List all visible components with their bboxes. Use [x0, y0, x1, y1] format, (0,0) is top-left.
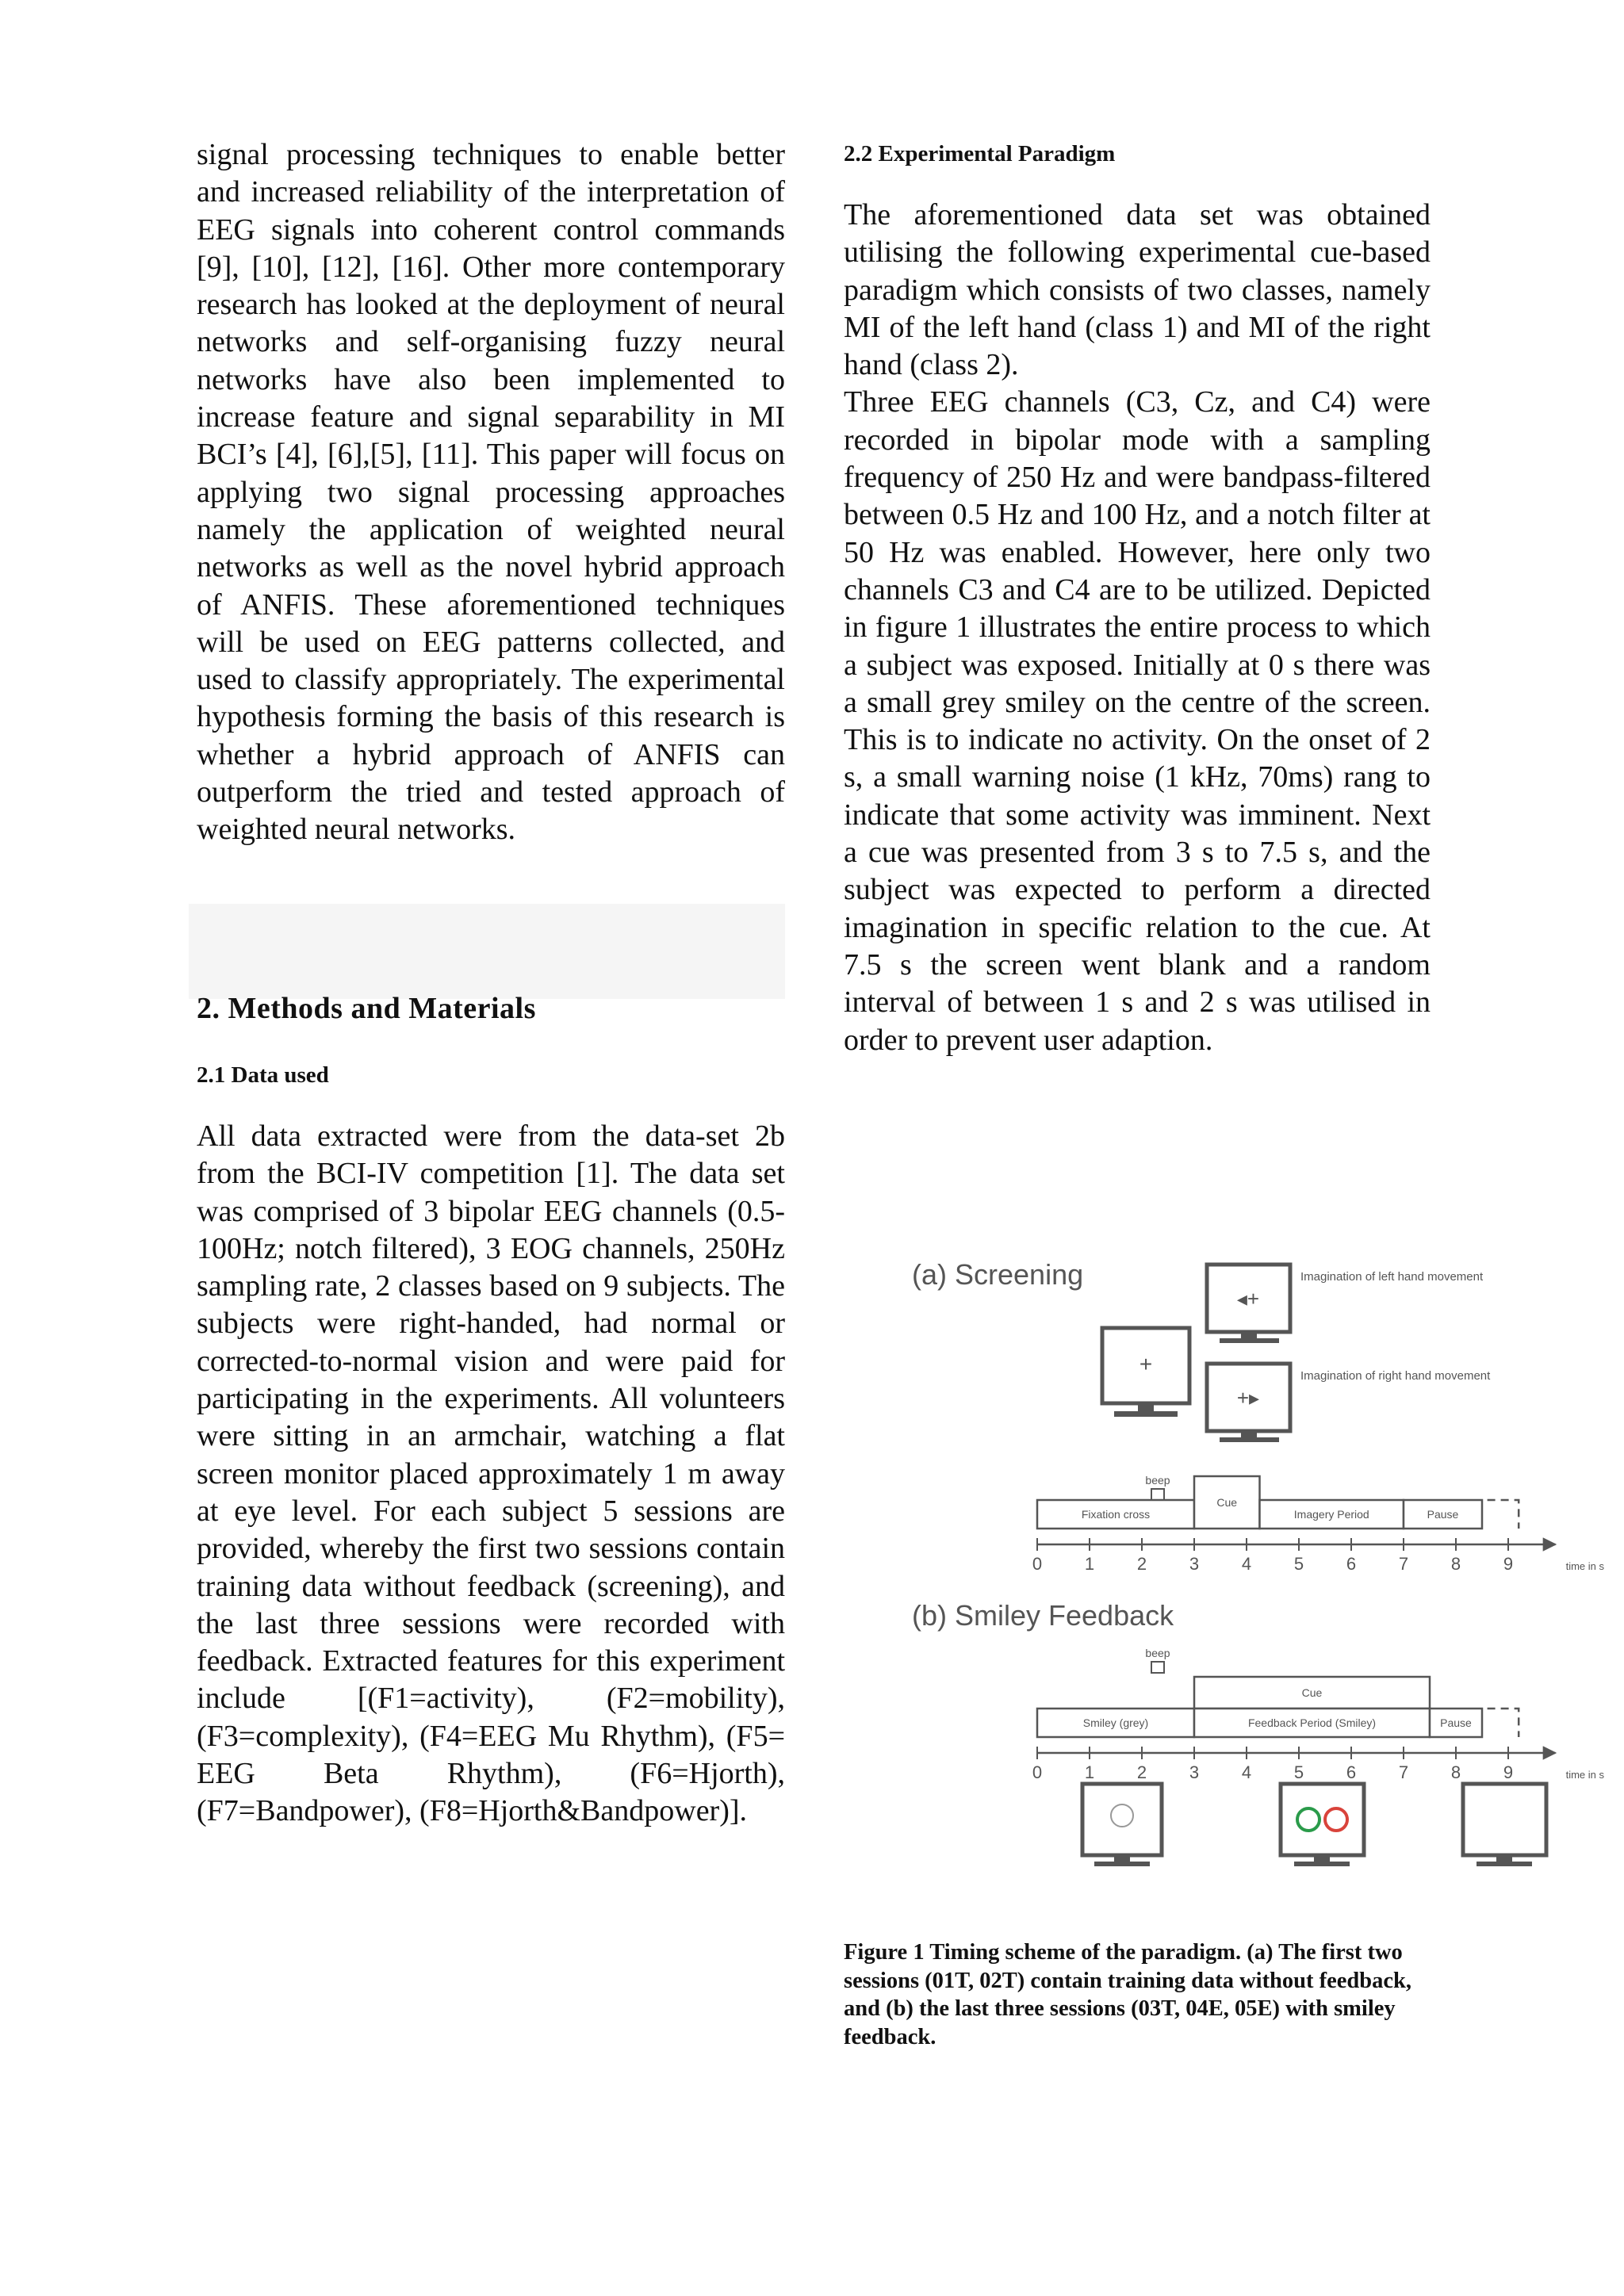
axis-tick-label-b: 0: [1032, 1762, 1043, 1782]
monitor-right-arrow-icon: [1207, 1364, 1290, 1442]
right-hand-label: Imagination of right hand movement: [1300, 1369, 1491, 1383]
segment-label-pause-a: Pause: [1427, 1508, 1459, 1521]
paradigm-paragraph-2: Three EEG channels (C3, Cz, and C4) were recorded in bipolar mode with a sampling frequency of 250 Hz and were bandpass-filtered between 0.5 Hz and 100 Hz, and a notch filter at 50 Hz was enabled. However, here only two channels C3 and C4 are to be utilized. Depicted in figure 1 illustrates the entire process to which a subject was exposed. Initially at 0 s there was a small grey smiley on the centre of the screen. This is to indicate no activity. On the onset of 2 s, a small warning noise (1 kHz, 70ms) rang to indicate that some activity was imminent. Next a cue was presented from 3 s to 7.5 s, and the subject was expected to perform a directed imagination in specific relation to the cue. At 7.5 s the screen went blank and a random interval of between 1 s and 2 s was utilised in order to prevent user adaption.: [844, 385, 1431, 1057]
svg-text:+: +: [1139, 1352, 1153, 1376]
subsection-heading-paradigm: 2.2 Experimental Paradigm: [844, 141, 1116, 166]
data-used-column: [197, 1118, 785, 1831]
timing-diagram: [880, 1253, 1618, 1887]
data-used-paragraph: All data extracted were from the data-set 2b from the BCI-IV competition [1]. The data set was comprised of 3 bipolar EEG channels (0.5-100Hz; notch filtered), 3 EOG channels, 250Hz sampling rate, 2 classes based on 9 subjects. The subjects were right-handed, had normal or corrected-to-normal vision and were paid for participating in the experiments. All volunteers were sitting in an armchair, watching a flat screen monitor placed approximately 1 m away at eye level. For each subject 5 sessions are provided, whereby the first two sessions contain training data without feedback (screening), and the last three sessions were recorded with feedback. Extracted features for this experiment include [(F1=activity), (F2=mobility), (F3=complexity), (F4=EEG Mu Rhythm), (F5= EEG Beta Rhythm), (F6=Hjorth), (F7=Bandpower), (F8=Hjorth&Bandpower)].: [197, 1119, 785, 1828]
segment-label-smiley-grey: Smiley (grey): [1082, 1716, 1149, 1729]
axis-tick-label-b: 3: [1189, 1762, 1200, 1782]
axis-tick-label-a: 3: [1189, 1554, 1200, 1574]
axis-tick-label-a: 6: [1346, 1554, 1357, 1574]
monitor-blank-icon: [1463, 1784, 1546, 1866]
axis-tick-label-a: 7: [1398, 1554, 1409, 1574]
left-hand-label: Imagination of left hand movement: [1300, 1270, 1484, 1284]
segment-label-cue-a: Cue: [1216, 1496, 1238, 1509]
beep-label-b: beep: [1145, 1647, 1170, 1659]
right-column: [844, 197, 1431, 1059]
intro-paragraph: signal processing techniques to enable better and increased reliability of the interpretation of EEG signals into coherent control commands [9], [10], [12], [16]. Other more contemporary research has looked at the deployment of neural networks and self-organising fuzzy neural networks have also been implemented to increase feature and signal separability in MI BCI’s [4], [6],[5], [11]. This paper will focus on applying two signal processing approaches namely the application of weighted neural networks as well as the novel hybrid approach of ANFIS. These aforementioned techniques will be used on EEG patterns collected, and used to classify appropriately. The experimental hypothesis forming the basis of this research is whether a hybrid approach of ANFIS can outperform the tried and tested approach of weighted neural networks.: [197, 138, 785, 847]
svg-text:◂+: ◂+: [1236, 1287, 1260, 1311]
svg-text:+▸: +▸: [1236, 1386, 1260, 1410]
axis-tick-label-b: 8: [1450, 1762, 1461, 1782]
segment-label-cue-b: Cue: [1301, 1686, 1323, 1699]
timing-figure: [880, 1253, 1618, 1887]
pause-dashed-b: [1488, 1709, 1519, 1737]
axis-tick-label-b: 2: [1136, 1762, 1147, 1782]
axis-tick-label-a: 2: [1136, 1554, 1147, 1574]
axis-tick-label-a: 4: [1241, 1554, 1252, 1574]
axis-label-a: time in s: [1565, 1560, 1605, 1572]
axis-tick-label-b: 5: [1293, 1762, 1304, 1782]
beep-marker-b: [1151, 1662, 1164, 1673]
section-heading: 2. Methods and Materials: [197, 992, 536, 1025]
axis-tick-label-a: 9: [1503, 1554, 1514, 1574]
axis-tick-label-b: 9: [1503, 1762, 1514, 1782]
axis-label-b: time in s: [1565, 1769, 1605, 1781]
panel-a-title: (a) Screening: [912, 1258, 1084, 1291]
monitor-left-arrow-icon: [1207, 1265, 1290, 1343]
monitor-grey-smiley-icon: [1082, 1784, 1162, 1866]
subsection-heading-data-used: 2.1 Data used: [197, 1062, 329, 1088]
segment-label-feedback: Feedback Period (Smiley): [1247, 1716, 1377, 1729]
panel-b-title: (b) Smiley Feedback: [912, 1599, 1174, 1632]
axis-tick-label-b: 4: [1241, 1762, 1252, 1782]
axis-tick-label-a: 5: [1293, 1554, 1304, 1574]
axis-tick-label-b: 6: [1346, 1762, 1357, 1782]
axis-tick-label-b: 7: [1398, 1762, 1409, 1782]
pause-dashed-a: [1488, 1500, 1519, 1529]
segment-label-fixation: Fixation cross: [1081, 1508, 1151, 1521]
segment-label-pause-b: Pause: [1440, 1716, 1472, 1729]
axis-tick-label-a: 8: [1450, 1554, 1461, 1574]
timeline-a: [1032, 1476, 1605, 1574]
monitor-fixation-icon: [1102, 1328, 1189, 1417]
left-column: [197, 136, 785, 849]
axis-tick-label-a: 0: [1032, 1554, 1043, 1574]
timeline-b: [1032, 1677, 1605, 1782]
segment-label-imagery: Imagery Period: [1293, 1508, 1369, 1521]
beep-label-a: beep: [1145, 1474, 1170, 1487]
monitor-feedback-smiley-icon: [1281, 1784, 1364, 1866]
axis-tick-label-b: 1: [1084, 1762, 1095, 1782]
paradigm-paragraph-1: The aforementioned data set was obtained utilising the following experimental cue-based paradigm which consists of two classes, namely MI of the left hand (class 1) and MI of the right hand (class 2).: [844, 198, 1431, 382]
shaded-band: [189, 904, 785, 999]
axis-tick-label-a: 1: [1084, 1554, 1095, 1574]
figure-caption: Figure 1 Timing scheme of the paradigm. (a) The first two sessions (01T, 02T) contain training data without feedback, and (b) the last three sessions (03T, 04E, 05E) with smiley feedback.: [844, 1940, 1411, 2049]
beep-marker-a: [1151, 1489, 1164, 1500]
